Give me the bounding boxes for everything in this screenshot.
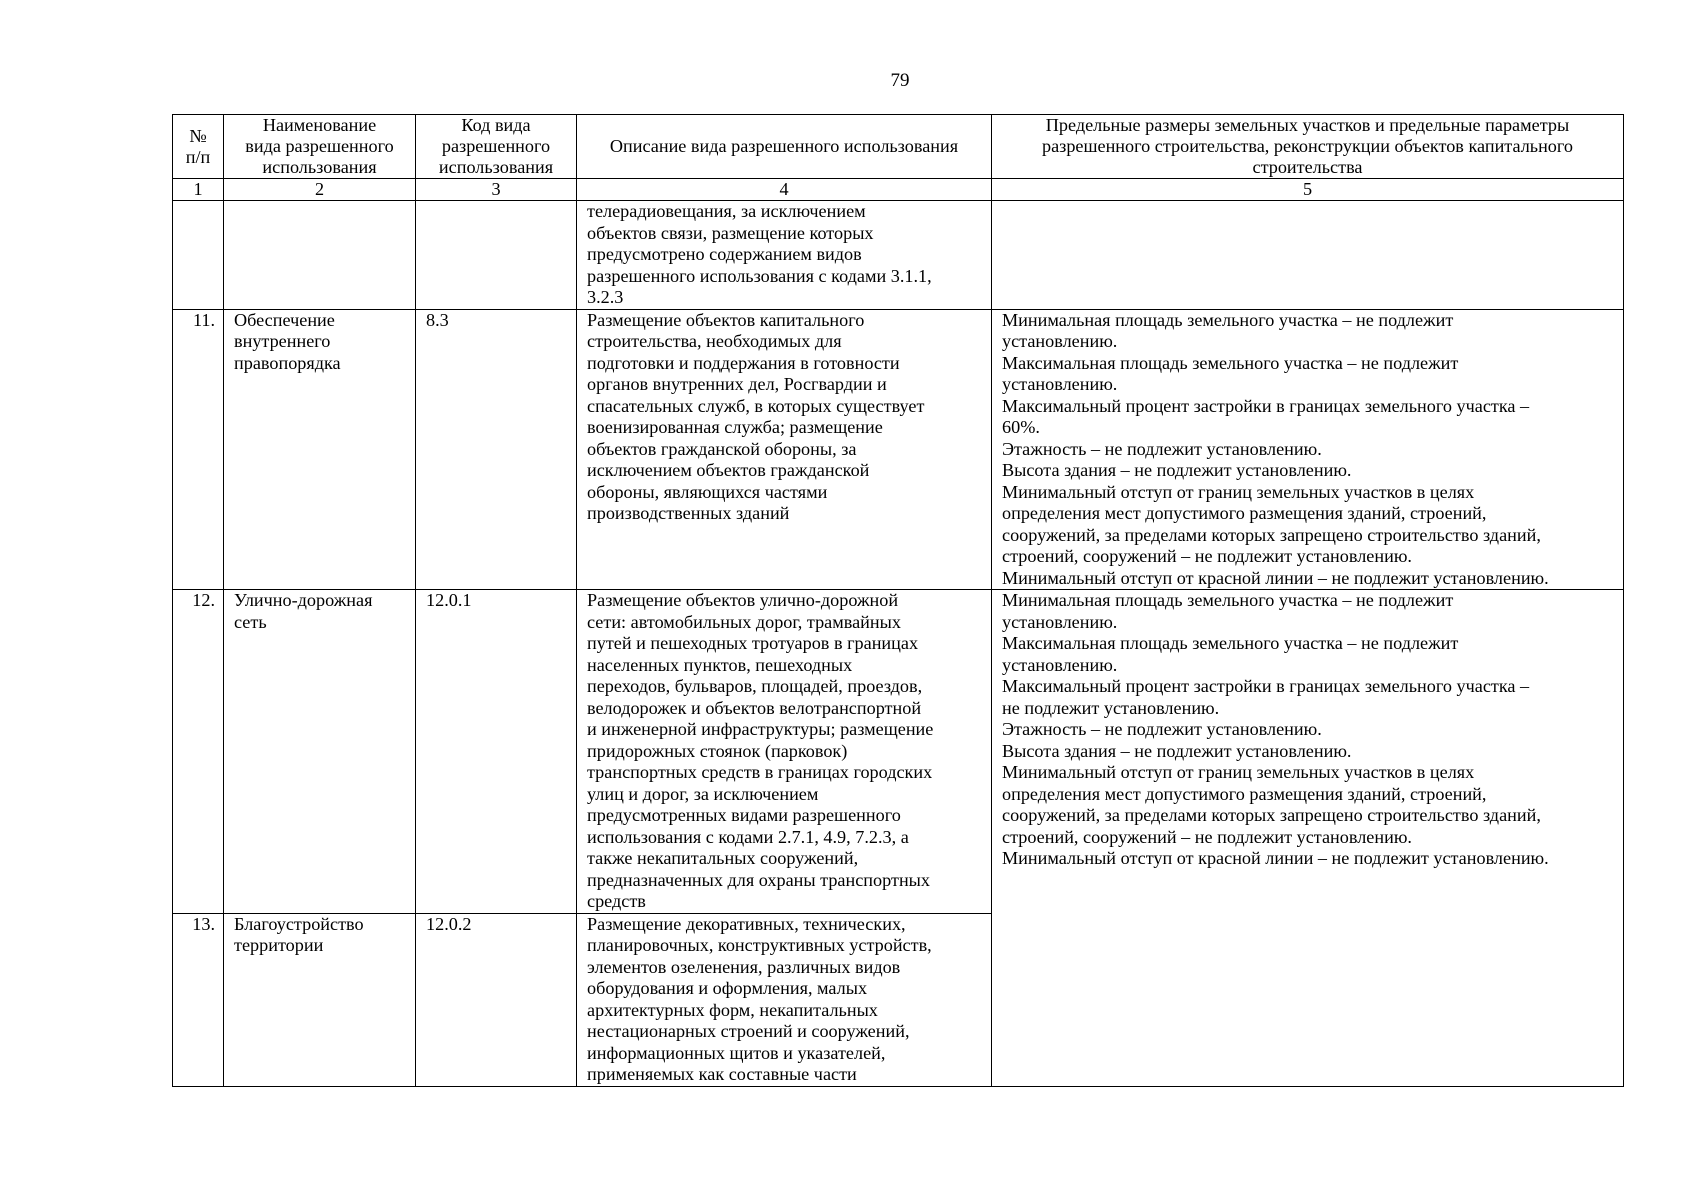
description-line: путей и пешеходных тротуаров в границах	[587, 633, 919, 653]
parameter-line: не подлежит установлению.	[1002, 697, 1220, 718]
description-line: также некапитальных сооружений,	[587, 848, 859, 868]
description-line: объектов гражданской обороны, за	[587, 438, 857, 459]
description-line: строительства, необходимых для	[587, 331, 842, 351]
parameter-line: Максимальный процент застройки в границах земельного участка –	[1002, 676, 1530, 696]
parameter-line: установлению.	[1002, 331, 1118, 351]
description-line: использования с кодами 2.7.1, 4.9, 7.2.3, а	[587, 826, 909, 847]
parameter-line: Максимальная площадь земельного участка – не подлежит	[1002, 633, 1459, 653]
cell-use-code: 12.0.1	[416, 590, 577, 914]
cell-description	[577, 309, 992, 590]
parameter-line: Этажность – не подлежит установлению.	[1002, 719, 1322, 739]
parameter-line: 60%.	[1002, 417, 1040, 437]
cell-number	[173, 201, 224, 310]
parameter-line: Этажность – не подлежит установлению.	[1002, 438, 1322, 459]
name-line: внутреннего	[234, 331, 331, 351]
table-header-row	[173, 115, 1624, 179]
name-line: территории	[234, 935, 324, 955]
parameter-line: Минимальный отступ от красной линии – не подлежит установлению.	[1002, 567, 1549, 588]
description-line: улиц и дорог, за исключением	[587, 783, 819, 804]
cell-number: 12.	[173, 590, 224, 914]
parameter-line: Высота здания – не подлежит установлению.	[1002, 740, 1352, 761]
header-use-code	[416, 115, 577, 179]
header-parameters	[992, 115, 1624, 179]
cell-use-name	[224, 309, 416, 590]
column-number: 3	[416, 179, 577, 201]
description-line: органов внутренних дел, Росгвардии и	[587, 374, 887, 394]
description-line: Размещение объектов улично-дорожной	[587, 590, 899, 610]
description-line: придорожных стоянок (парковок)	[587, 740, 848, 761]
name-line: Улично-дорожная	[234, 590, 373, 610]
header-line: Наименование	[262, 115, 377, 135]
description-line: элементов озеленения, различных видов	[587, 956, 901, 977]
description-line: предусмотренных видами разрешенного	[587, 805, 901, 825]
header-line: №	[189, 125, 207, 146]
description-line: разрешенного использования с кодами 3.1.1,	[587, 265, 932, 286]
cell-use-code: 8.3	[416, 309, 577, 590]
parameter-line: строений, сооружений – не подлежит установлению.	[1002, 826, 1412, 847]
cell-parameters	[992, 201, 1624, 310]
description-line: Размещение объектов капитального	[587, 309, 865, 330]
header-line: строительства	[1252, 157, 1363, 177]
page-number: 79	[890, 70, 910, 91]
column-number: 5	[992, 179, 1624, 201]
header-line: вида разрешенного	[245, 136, 394, 156]
description-line: Размещение декоративных, технических,	[587, 913, 906, 934]
column-number: 1	[173, 179, 224, 201]
description-line: применяемых как составные части	[587, 1064, 857, 1084]
description-line: производственных зданий	[587, 503, 790, 523]
header-line: Код вида	[461, 115, 531, 135]
parameter-line: установлению.	[1002, 654, 1118, 675]
parameter-line: определения мест допустимого размещения зданий, строений,	[1002, 503, 1487, 523]
parameter-line: установлению.	[1002, 611, 1118, 632]
cell-use-code: 12.0.2	[416, 913, 577, 1086]
description-line: транспортных средств в границах городских	[587, 762, 933, 782]
parameter-line: установлению.	[1002, 374, 1118, 394]
header-line: разрешенного строительства, реконструкции объектов капитального	[1041, 136, 1574, 156]
cell-use-name	[224, 590, 416, 914]
cell-number: 13.	[173, 913, 224, 1086]
name-line: Обеспечение	[234, 309, 335, 330]
description-line: спасательных служб, в которых существует	[587, 395, 925, 416]
description-line: подготовки и поддержания в готовности	[587, 352, 900, 373]
description-line: населенных пунктов, пешеходных	[587, 654, 853, 675]
description-line: нестационарных строений и сооружений,	[587, 1021, 910, 1041]
cell-description	[577, 590, 992, 914]
name-line: Благоустройство	[234, 913, 364, 934]
header-line: Предельные размеры земельных участков и предельные параметры	[1045, 115, 1570, 135]
parameter-line: Максимальный процент застройки в границах земельного участка –	[1002, 395, 1530, 416]
parameter-line: Высота здания – не подлежит установлению.	[1002, 460, 1352, 480]
cell-description	[577, 201, 992, 310]
column-number-row	[173, 179, 1624, 201]
parameter-line: сооружений, за пределами которых запрещено строительство зданий,	[1002, 524, 1541, 545]
description-line: телерадиовещания, за исключением	[587, 201, 866, 221]
header-number	[173, 115, 224, 179]
cell-description	[577, 913, 992, 1086]
parameter-line: определения мест допустимого размещения зданий, строений,	[1002, 783, 1487, 804]
parameter-line: Минимальный отступ от границ земельных участков в целях	[1002, 762, 1475, 782]
description-line: оборудования и оформления, малых	[587, 978, 868, 998]
cell-parameters	[992, 590, 1624, 1087]
description-line: предназначенных для охраны транспортных	[587, 869, 930, 890]
parameter-line: Минимальный отступ от границ земельных участков в целях	[1002, 481, 1475, 502]
parameter-line: Минимальная площадь земельного участка – не подлежит	[1002, 590, 1454, 610]
description-line: архитектурных форм, некапитальных	[587, 999, 878, 1020]
description-line: велодорожек и объектов велотранспортной	[587, 697, 922, 718]
parameter-line: Минимальный отступ от красной линии – не подлежит установлению.	[1002, 848, 1549, 868]
header-line: использования	[262, 157, 377, 177]
parameter-line: Минимальная площадь земельного участка – не подлежит	[1002, 309, 1454, 330]
cell-parameters	[992, 309, 1624, 590]
table-row-continuation	[173, 201, 1624, 310]
description-line: объектов связи, размещение которых	[587, 222, 874, 243]
description-line: средств	[587, 891, 646, 911]
cell-number: 11.	[173, 309, 224, 590]
parameter-line: сооружений, за пределами которых запрещено строительство зданий,	[1002, 805, 1541, 825]
header-line: разрешенного	[441, 136, 551, 156]
name-line: сеть	[234, 611, 267, 632]
cell-use-name	[224, 201, 416, 310]
name-line: правопорядка	[234, 352, 341, 373]
cell-use-code	[416, 201, 577, 310]
header-use-name	[224, 115, 416, 179]
parameter-line: Максимальная площадь земельного участка – не подлежит	[1002, 352, 1459, 373]
description-line: планировочных, конструктивных устройств,	[587, 935, 932, 955]
regulations-table	[172, 114, 1624, 1087]
header-line: Описание вида разрешенного использования	[609, 136, 959, 156]
description-line: военизированная служба; размещение	[587, 417, 883, 437]
header-line: п/п	[185, 146, 211, 167]
header-description	[577, 115, 992, 179]
column-number: 2	[224, 179, 416, 201]
table-row	[173, 590, 1624, 914]
cell-use-name	[224, 913, 416, 1086]
parameter-line: строений, сооружений – не подлежит установлению.	[1002, 546, 1412, 566]
description-line: сети: автомобильных дорог, трамвайных	[587, 611, 901, 632]
description-line: информационных щитов и указателей,	[587, 1042, 886, 1063]
description-line: исключением объектов гражданской	[587, 460, 870, 480]
description-line: 3.2.3	[587, 287, 624, 307]
column-number: 4	[577, 179, 992, 201]
description-line: и инженерной инфраструктуры; размещение	[587, 719, 934, 739]
description-line: обороны, являющихся частями	[587, 481, 828, 502]
description-line: предусмотрено содержанием видов	[587, 244, 862, 264]
header-line: использования	[438, 157, 554, 177]
table-row	[173, 309, 1624, 590]
description-line: переходов, бульваров, площадей, проездов,	[587, 676, 923, 696]
